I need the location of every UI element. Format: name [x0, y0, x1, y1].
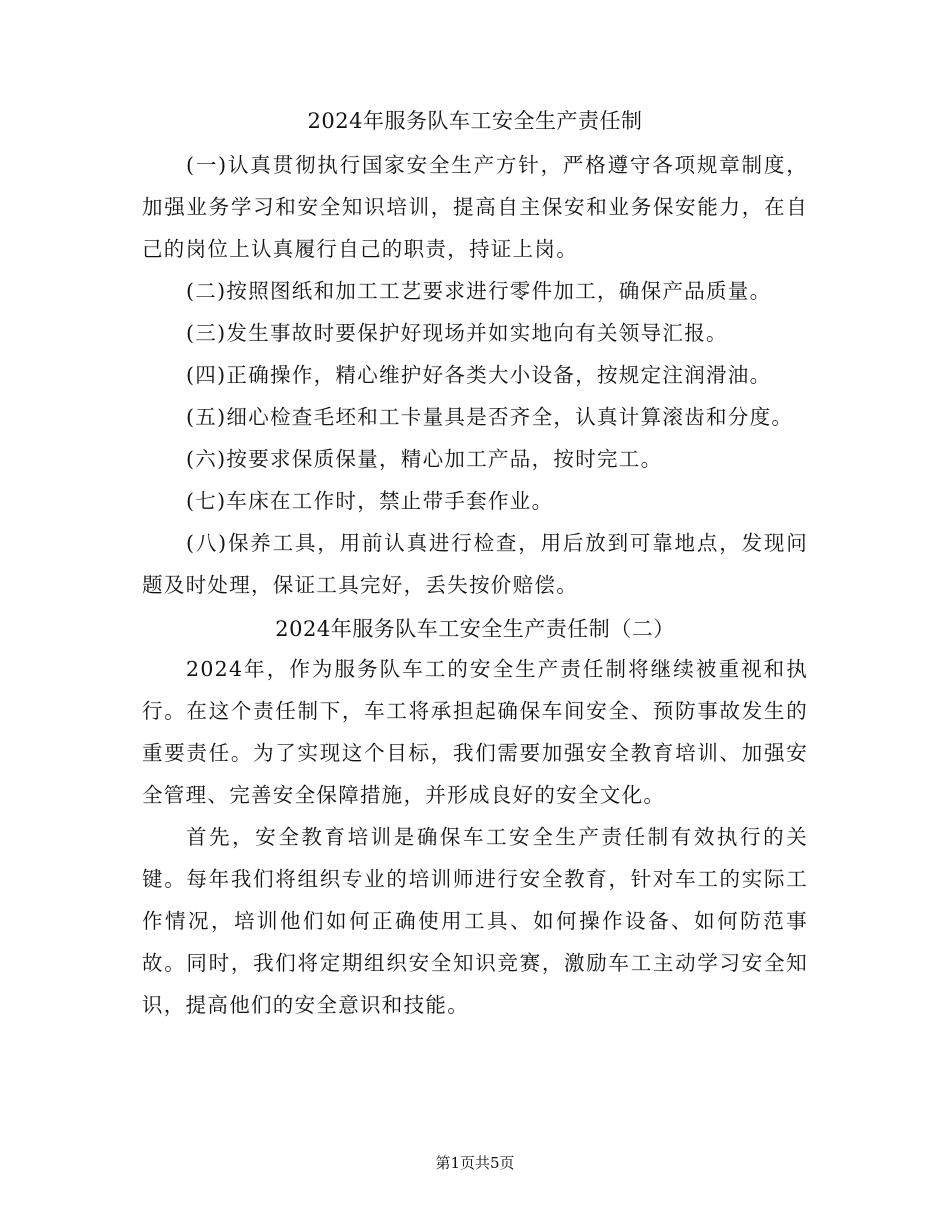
body-paragraph-2: 首先，安全教育培训是确保车工安全生产责任制有效执行的关键。每年我们将组织专业的培训师进行安全教育，针对车工的实际工作情况，培训他们如何正确使用工具、如何操作设备、如何防范事故。同时，我们将定期组织安全知识竞赛，激励车工主动学习安全知识，提高他们的安全意识和技能。: [142, 825, 808, 1017]
body-paragraph-1: 2024年，作为服务队车工的安全生产责任制将继续被重视和执行。在这个责任制下，车工将承担起确保车间安全、预防事故发生的重要责任。为了实现这个目标，我们需要加强安全教育培训、加强安全管理、完善安全保障措施，并形成良好的安全文化。: [142, 657, 808, 807]
page-number: 第1页共5页: [435, 1154, 515, 1172]
clause-5: (五)细心检查毛坯和工卡量具是否齐全，认真计算滚齿和分度。: [186, 405, 794, 429]
clause-4: (四)正确操作，精心维护好各类大小设备，按规定注润滑油。: [186, 363, 772, 387]
clause-1: (一)认真贯彻执行国家安全生产方针，严格遵守各项规章制度，加强业务学习和安全知识培训，提高自主保安和业务保安能力，在自己的岗位上认真履行自己的职责，持证上岗。: [142, 153, 808, 261]
clause-6: (六)按要求保质保量，精心加工产品，按时完工。: [186, 447, 663, 471]
document-body: [142, 100, 808, 1026]
clause-7: (七)车床在工作时，禁止带手套作业。: [186, 489, 554, 513]
section-title-2: 2024年服务队车工安全生产责任制（二）: [275, 617, 675, 641]
document-title: 2024年服务队车工安全生产责任制: [307, 109, 643, 133]
clause-2: (二)按照图纸和加工工艺要求进行零件加工，确保产品质量。: [186, 279, 772, 303]
clause-3: (三)发生事故时要保护好现场并如实地向有关领导汇报。: [186, 321, 728, 345]
clause-8: (八)保养工具，用前认真进行检查，用后放到可靠地点，发现问题及时处理，保证工具完好，丢失按价赔偿。: [142, 531, 808, 597]
